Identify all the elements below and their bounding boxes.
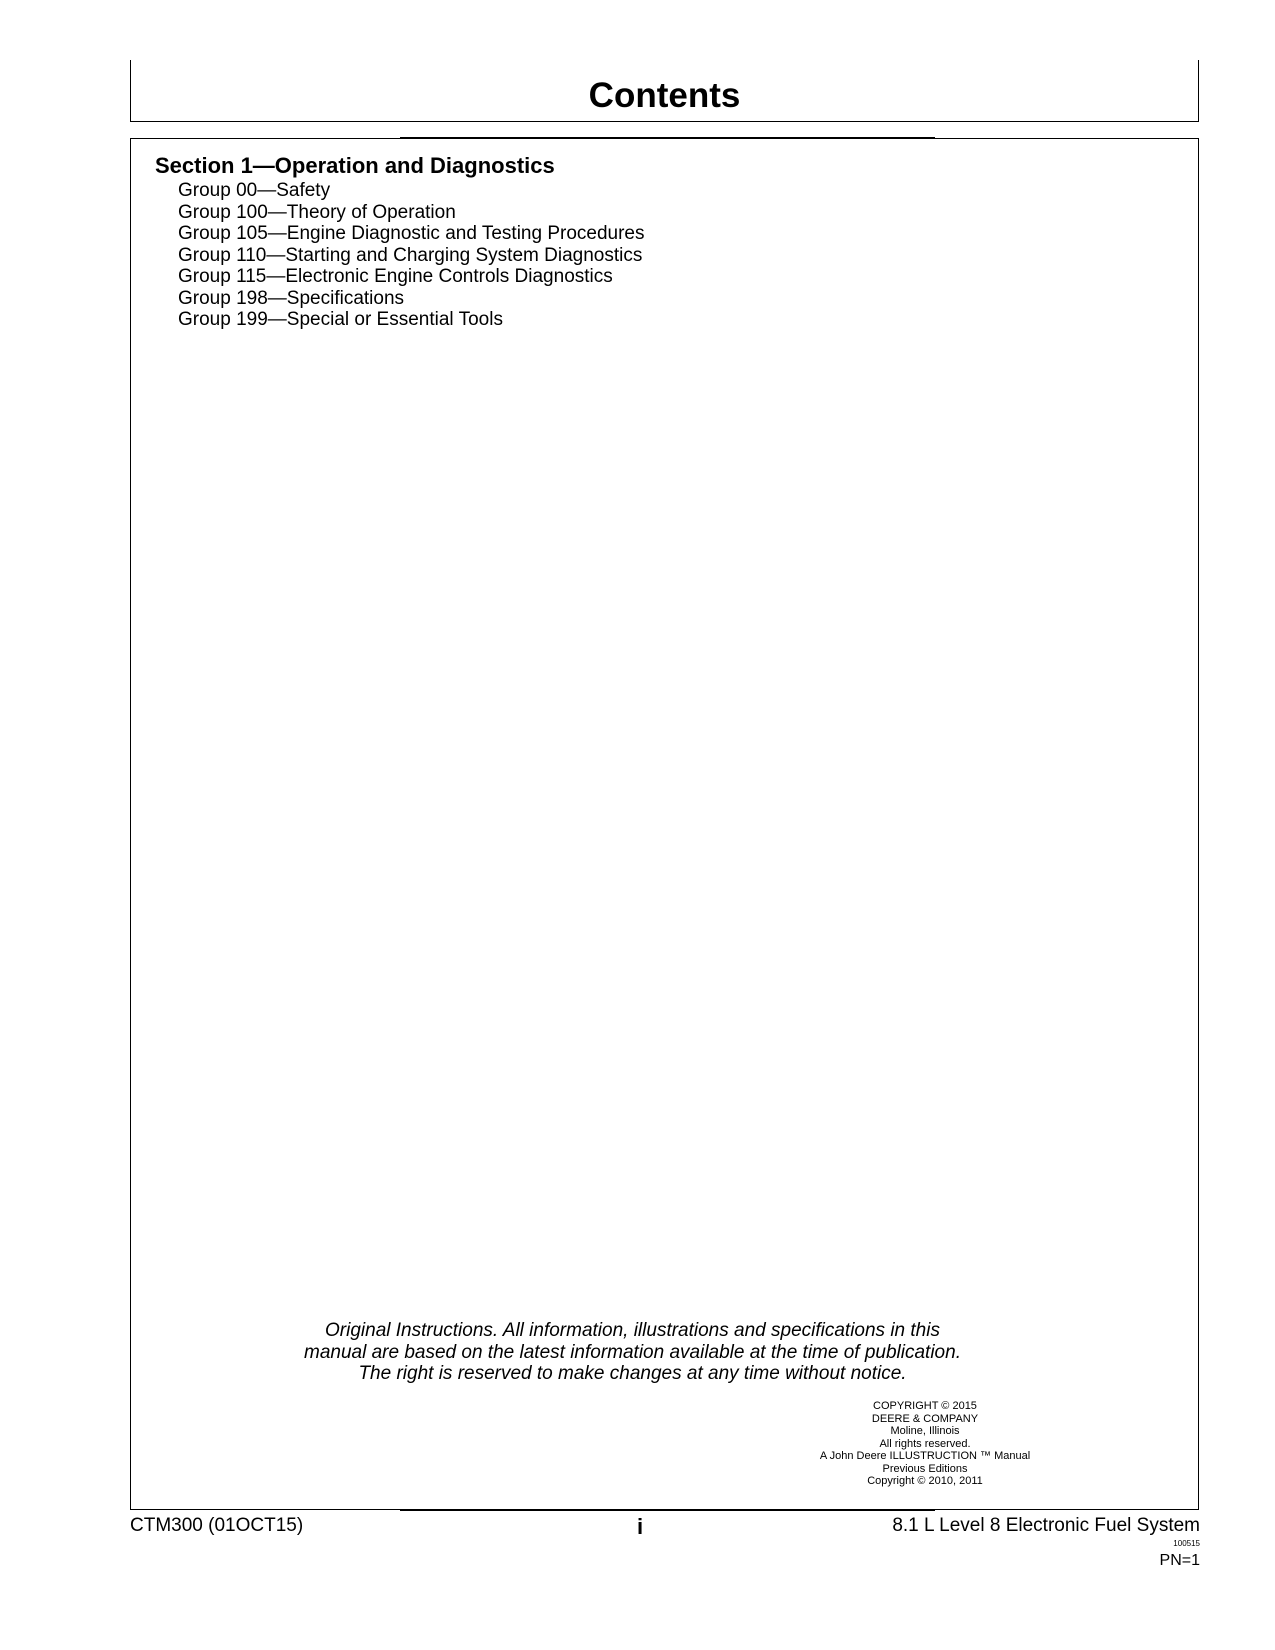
copyright-line: Copyright © 2010, 2011 xyxy=(867,1475,983,1487)
copyright-line: Moline, Illinois xyxy=(890,1425,960,1437)
toc-item-group-100[interactable]: Group 100—Theory of Operation xyxy=(178,201,456,223)
toc-item-group-110[interactable]: Group 110—Starting and Charging System Diagnostics xyxy=(178,244,643,266)
top-divider xyxy=(400,137,935,139)
copyright-line: A John Deere ILLUSTRUCTION ™ Manual xyxy=(819,1450,1031,1462)
copyright-block xyxy=(760,1400,1090,1488)
copyright-line: DEERE & COMPANY xyxy=(871,1412,979,1425)
toc-item-group-198[interactable]: Group 198—Specifications xyxy=(178,287,405,309)
notice-line: Original Instructions. All information, illustrations and specifications in this xyxy=(325,1320,940,1341)
group-list xyxy=(178,180,645,331)
toc-item-group-105[interactable]: Group 105—Engine Diagnostic and Testing Procedures xyxy=(178,223,645,244)
footer-doc-id: CTM300 (01OCT15) xyxy=(130,1515,304,1536)
copyright-line: COPYRIGHT © 2015 xyxy=(873,1400,977,1412)
original-instructions-notice xyxy=(200,1320,1065,1385)
bottom-divider xyxy=(400,1509,935,1511)
footer-code: 100515 xyxy=(1173,1539,1200,1548)
footer-page-number: i xyxy=(636,1514,644,1539)
title-box xyxy=(130,60,1199,122)
toc-item-group-00[interactable]: Group 00—Safety xyxy=(178,180,331,201)
content-box xyxy=(130,138,1199,1510)
copyright-line: All rights reserved. xyxy=(879,1437,971,1450)
notice-line: manual are based on the latest information available at the time of publication. xyxy=(304,1341,961,1363)
toc-item-group-115[interactable]: Group 115—Electronic Engine Controls Diagnostics xyxy=(178,266,613,287)
footer-manual-title: 8.1 L Level 8 Electronic Fuel System xyxy=(892,1515,1200,1536)
section-title[interactable]: Section 1—Operation and Diagnostics xyxy=(155,153,555,178)
copyright-line: Previous Editions xyxy=(882,1462,968,1475)
toc-item-group-199[interactable]: Group 199—Special or Essential Tools xyxy=(178,309,503,330)
footer-pn: PN=1 xyxy=(1159,1552,1200,1569)
page-title: Contents xyxy=(588,76,741,115)
notice-line: The right is reserved to make changes at any time without notice. xyxy=(358,1363,907,1384)
